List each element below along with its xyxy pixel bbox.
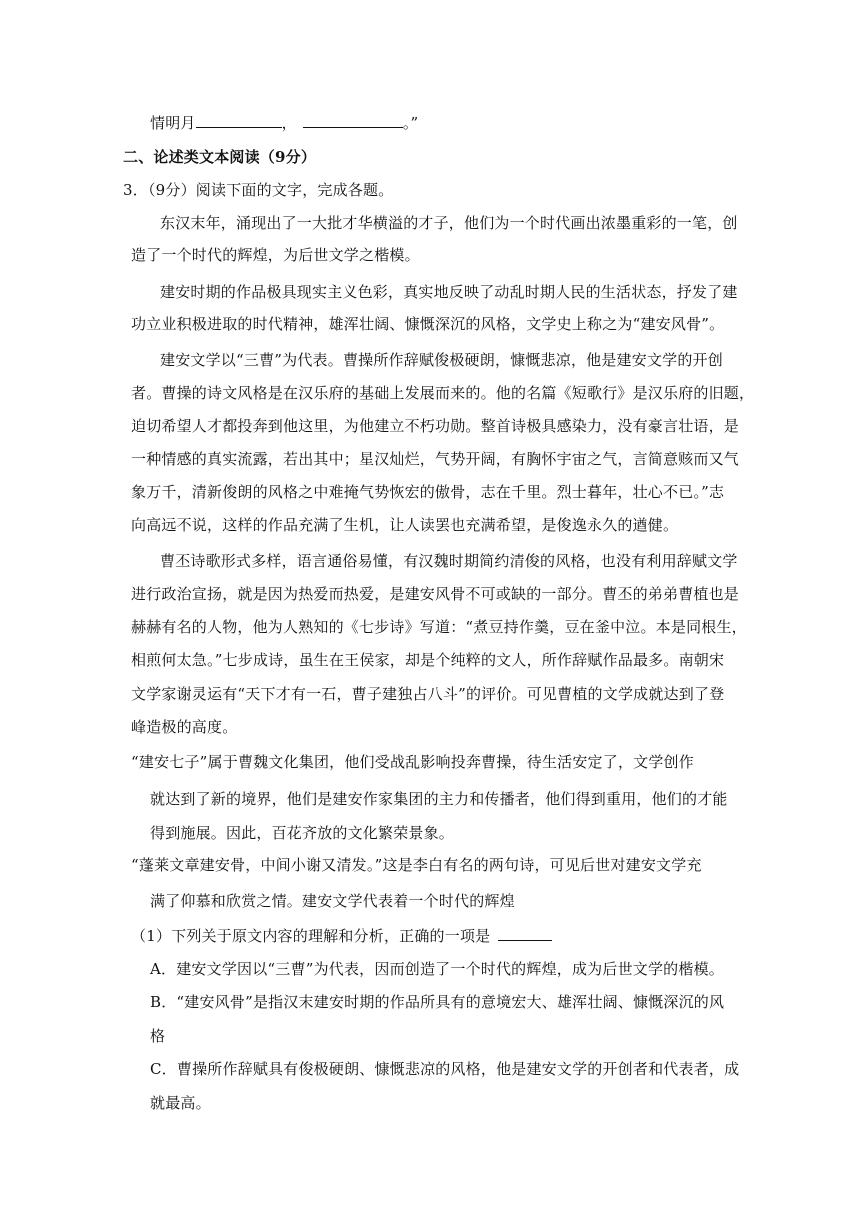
paragraph-3-line-3: 迫切希望人才都投奔到他这里，为他建立不朽功勋。整首诗极具感染力，没有豪言壮语，是: [131, 417, 740, 435]
paragraph-6-line-1: “蓬莱文章建安骨，中间小谢又清发。”这是李白有名的两句诗，可见后世对建安文学充: [131, 856, 702, 874]
option-b-line-1: B．“建安风骨”是指汉末建安时期的作品所具有的意境宏大、雄浑壮阔、慷慨深沉的风: [150, 993, 725, 1011]
fill-in-line: [150, 113, 418, 133]
option-b-line-2: 格: [150, 1027, 166, 1045]
paragraph-2-line-2: 功立业积极进取的时代精神，雄浑壮阔、慷慨深沉的风格，文学史上称之为“建安风骨”。: [131, 315, 725, 333]
answer-blank-3[interactable]: [498, 926, 552, 941]
paragraph-3-line-4: 一种情感的真实流露，若出其中；星汉灿烂，气势开阔，有胸怀宇宙之气，言简意赅而又气: [131, 450, 740, 468]
answer-blank-1[interactable]: [196, 113, 282, 128]
paragraph-3-line-1: 建安文学以“三曹”为代表。曹操所作辞赋俊极硬朗，慷慨悲凉，他是建安文学的开创: [160, 351, 723, 369]
paragraph-4-line-5: 文学家谢灵运有“天下才有一石，曹子建独占八斗”的评价。可见曹植的文学成就达到了登: [131, 685, 725, 703]
paragraph-5-line-1: “建安七子”属于曹魏文化集团，他们受战乱影响投奔曹操，待生活安定了，文学创作: [131, 753, 694, 771]
paragraph-3-line-5: 象万千，清新俊朗的风格之中难掩气势恢宏的傲骨，志在千里。烈士暮年，壮心不已。”志: [131, 483, 725, 501]
question-intro: 3．（9分）阅读下面的文字，完成各题。: [123, 181, 394, 199]
paragraph-1-line-2: 造了一个时代的辉煌，为后世文学之楷模。: [131, 246, 420, 264]
option-c-line-1: C．曹操所作辞赋具有俊极硬朗、慷慨悲凉的风格，他是建安文学的开创者和代表者，成: [150, 1060, 740, 1078]
paragraph-4-line-2: 进行政治宣扬，就是因为热爱而热爱，是建安风骨不可或缺的一部分。曹丕的弟弟曹植也是: [131, 585, 740, 603]
fill-prefix: 情明月: [150, 114, 196, 132]
paragraph-6-line-2: 满了仰慕和欣赏之情。建安文学代表着一个时代的辉煌: [150, 892, 515, 910]
paragraph-5-line-2: 就达到了新的境界，他们是建安作家集团的主力和传播者，他们得到重用，他们的才能: [150, 790, 728, 808]
fill-separator: ，: [281, 114, 297, 132]
sub-question-1-text: （1）下列关于原文内容的理解和分析，正确的一项是: [131, 927, 491, 945]
section-title: 二、论述类文本阅读（9分）: [123, 148, 317, 166]
paragraph-3-line-6: 向高远不说，这样的作品充满了生机，让人读罢也充满希望，是俊逸永久的遒健。: [131, 516, 679, 534]
fill-suffix: 。”: [402, 114, 419, 132]
paragraph-3-line-2: 者。曹操的诗文风格是在汉乐府的基础上发展而来的。他的名篇《短歌行》是汉乐府的旧题，: [131, 384, 755, 402]
answer-blank-2[interactable]: [303, 113, 403, 128]
paragraph-4-line-4: 相煎何太急。”七步成诗，虽生在王侯家，却是个纯粹的文人，所作辞赋作品最多。南朝宋: [131, 651, 725, 669]
paragraph-4-line-3: 赫赫有名的人物，他为人熟知的《七步诗》写道：“煮豆持作羹，豆在釜中泣。本是同根生，: [131, 618, 747, 636]
paragraph-2-line-1: 建安时期的作品极具现实主义色彩，真实地反映了动乱时期人民的生活状态，抒发了建: [160, 283, 738, 301]
option-a: A．建安文学因以“三曹”为代表，因而创造了一个时代的辉煌，成为后世文学的楷模。: [150, 960, 724, 978]
paragraph-1-line-1: 东汉末年，涌现出了一大批才华横溢的才子，他们为一个时代画出浓墨重彩的一笔，创: [160, 214, 738, 232]
paragraph-5-line-3: 得到施展。因此，百花齐放的文化繁荣景象。: [150, 824, 455, 842]
sub-question-1: [131, 926, 552, 946]
option-c-line-2: 就最高。: [150, 1094, 211, 1112]
paragraph-4-line-1: 曹丕诗歌形式多样，语言通俗易懂，有汉魏时期简约清俊的风格，也没有利用辞赋文学: [160, 552, 738, 570]
paragraph-4-line-6: 峰造极的高度。: [131, 718, 238, 736]
